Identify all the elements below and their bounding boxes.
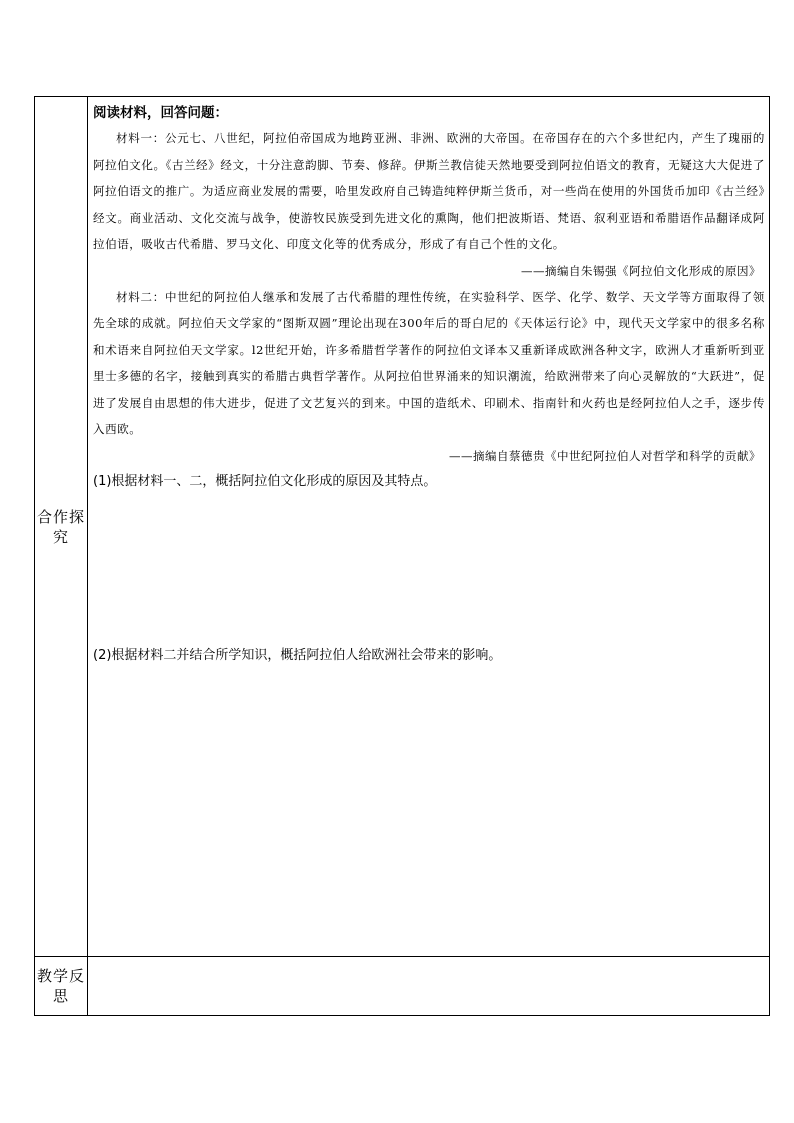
inquiry-row [35,97,770,957]
inquiry-label: 合作探究 [36,507,85,546]
reflection-label: 教学反思 [36,967,85,1005]
question-two: (2)根据材料二并结合所学知识，概括阿拉伯人给欧洲社会带来的影响。 [93,647,502,663]
reflection-row [35,957,770,1016]
inquiry-content-cell [88,97,770,957]
material-one-source: ——摘编自朱锡强《阿拉伯文化形成的原因》 [521,263,761,278]
material-two-source: ——摘编自蔡德贵《中世纪阿拉伯人对哲学和科学的贡献》 [449,448,761,463]
reflection-label-cell [35,957,88,1016]
inquiry-label-cell [35,97,88,957]
reflection-content-cell[interactable] [88,957,770,1016]
material-two: 材料二：中世纪的阿拉伯人继承和发展了古代希腊的理性传统，在实验科学、医学、化学、数学、天文学等方面取得了领先全球的成就。阿拉伯天文学家的“图斯双圆”理论出现在300年后的哥白尼的《天体运行论》中，现代天文学家中的很多名称和术语来自阿拉伯天文学家。l2世纪开始，许多希腊哲学著作的阿拉伯文译本又重新译成欧洲各种文字，欧洲人才重新听到亚里士多德的名字，接触到真实的希腊古典哲学著作。从阿拉伯世界涌来的知识潮流，给欧洲带来了向心灵解放的“大跃进”，促进了发展自由思想的伟大进步，促进了文艺复兴的到来。中国的造纸术、印刷术、指南针和火药也是经阿拉伯人之手，逐步传入西欧。 [93,289,765,436]
lesson-table [34,96,770,1016]
reading-heading: 阅读材料，回答问题： [93,105,228,121]
question-one: (1)根据材料一、二，概括阿拉伯文化形成的原因及其特点。 [93,473,437,489]
material-one: 材料一：公元七、八世纪，阿拉伯帝国成为地跨亚洲、非洲、欧洲的大帝国。在帝国存在的六个多世纪内，产生了瑰丽的阿拉伯文化。《古兰经》经文，十分注意韵脚、节奏、修辞。伊斯兰教信徒天然地要受到阿拉伯语文的教育，无疑这大大促进了阿拉伯语文的推广。为适应商业发展的需要，哈里发政府自己铸造纯粹伊斯兰货币，对一些尚在使用的外国货币加印《古兰经》经文。商业活动、文化交流与战争，使游牧民族受到先进文化的熏陶，他们把波斯语、梵语、叙利亚语和希腊语作品翻译成阿拉伯语，吸收古代希腊、罗马文化、印度文化等的优秀成分，形成了有自己个性的文化。 [93,131,765,251]
inquiry-content [88,97,769,835]
